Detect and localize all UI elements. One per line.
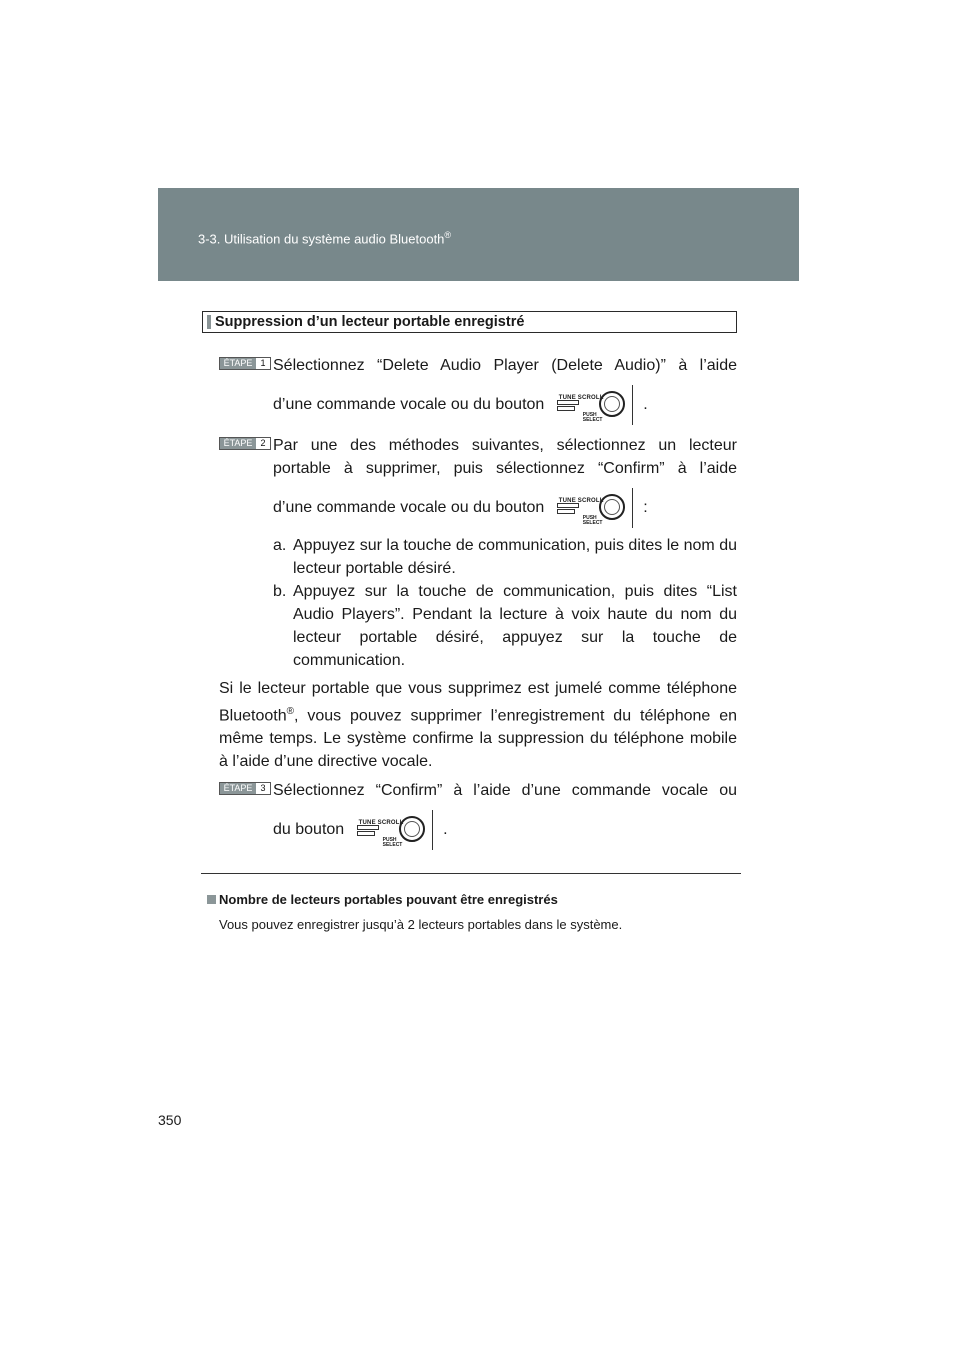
list-letter: b. bbox=[273, 583, 287, 600]
section-divider bbox=[201, 873, 741, 874]
step-text-line: portable à supprimer, puis sélectionnez “Confirm” à l’aide bbox=[273, 460, 737, 477]
step-badge bbox=[219, 782, 271, 795]
step-text-line: Par une des méthodes suivantes, sélectionnez un lecteur bbox=[273, 437, 737, 454]
note-body: Vous pouvez enregistrer jusqu’à 2 lecteurs portables dans le système. bbox=[219, 917, 623, 932]
tune-scroll-knob-icon: TUNE SCROLL PUSH SELECT bbox=[553, 385, 635, 425]
tune-scroll-knob-icon: TUNE SCROLL PUSH SELECT bbox=[553, 488, 635, 528]
step-text-line: Sélectionnez “Delete Audio Player (Delete Audio)” à l’aide bbox=[273, 357, 737, 374]
note-title: Nombre de lecteurs portables pouvant être enregistrés bbox=[207, 892, 558, 907]
list-letter: a. bbox=[273, 537, 287, 554]
section-title-box bbox=[202, 311, 737, 333]
step-number: 1 bbox=[260, 358, 266, 368]
step-2 bbox=[219, 434, 737, 528]
step-number: 2 bbox=[260, 438, 266, 448]
chapter-header bbox=[158, 188, 799, 281]
step-1 bbox=[219, 354, 737, 425]
step-label: ÉTAPE bbox=[220, 438, 256, 449]
step-text-line: du bouton TUNE SCROLL PUSH SELECT . bbox=[273, 810, 737, 850]
step-3 bbox=[219, 779, 737, 850]
list-text: Appuyez sur la touche de communication, puis dites le nom du lecteur portable désiré. bbox=[293, 537, 737, 577]
step-number: 3 bbox=[260, 783, 266, 793]
step-badge bbox=[219, 437, 271, 450]
tune-scroll-knob-icon: TUNE SCROLL PUSH SELECT bbox=[353, 810, 435, 850]
step-text-line: d’une commande vocale ou du bouton TUNE SCROLL PUSH SELECT . bbox=[273, 385, 737, 425]
title-accent-bar bbox=[207, 315, 211, 329]
info-paragraph: Si le lecteur portable que vous supprimez est jumelé comme téléphone Bluetooth®, vous pouvez supprimer l’enregistrement du téléphone en même temps. Le système confirme la suppression du téléphone mobile à l’aide d’une directive vocale. bbox=[219, 680, 737, 771]
page-number: 350 bbox=[158, 1112, 182, 1128]
step-label: ÉTAPE bbox=[220, 358, 256, 369]
step-text-line: d’une commande vocale ou du bouton TUNE SCROLL PUSH SELECT : bbox=[273, 488, 737, 528]
list-item bbox=[273, 580, 737, 672]
list-text: Appuyez sur la touche de communication, puis dites “List Audio Players”. Pendant la lecture à voix haute du nom du lecteur portable désiré, appuyez sur la touche de communication. bbox=[293, 583, 737, 669]
square-bullet-icon bbox=[207, 895, 216, 904]
step-label: ÉTAPE bbox=[220, 783, 256, 794]
step-badge bbox=[219, 357, 271, 370]
chapter-title: 3-3. Utilisation du système audio Bluetooth® bbox=[198, 230, 452, 247]
section-title: Suppression d’un lecteur portable enregistré bbox=[215, 314, 525, 330]
list-item bbox=[273, 534, 737, 580]
step-text-line: Sélectionnez “Confirm” à l’aide d’une commande vocale ou bbox=[273, 782, 737, 799]
